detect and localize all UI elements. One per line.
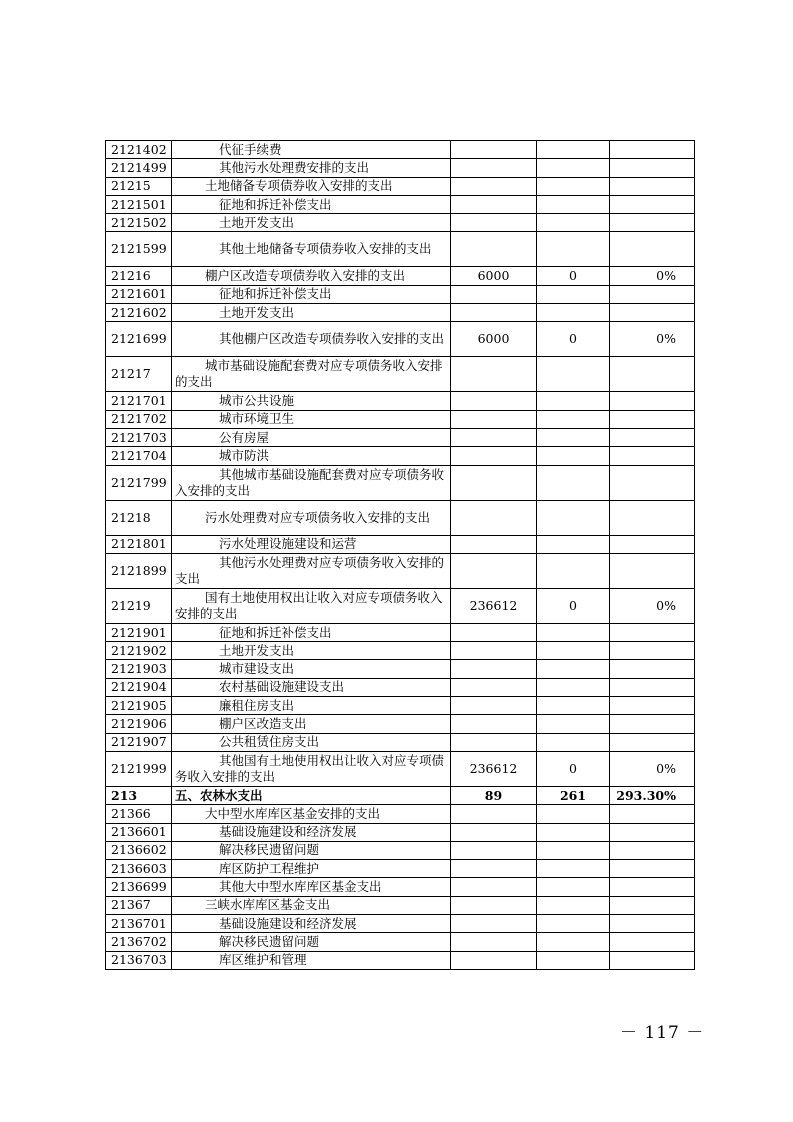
- subject-code-cell: 213: [106, 786, 172, 804]
- value-cell-1: [451, 232, 537, 267]
- value-cell-1: [451, 623, 537, 641]
- value-cell-2: [537, 715, 610, 733]
- value-cell-2: [537, 896, 610, 914]
- value-cell-1: [451, 159, 537, 177]
- subject-name-cell: 城市基础设施配套费对应专项债务收入安排的支出: [172, 357, 451, 392]
- subject-name-cell: 解决移民遗留问题: [172, 841, 451, 859]
- subject-code-cell: 2121901: [106, 623, 172, 641]
- subject-name-cell: 农村基础设施建设支出: [172, 678, 451, 696]
- value-cell-1: [451, 392, 537, 410]
- percent-cell: [610, 915, 695, 933]
- value-cell-1: [451, 177, 537, 195]
- subject-name-cell: 征地和拆迁补偿支出: [172, 285, 451, 303]
- subject-code-cell: 2121602: [106, 304, 172, 322]
- percent-cell: [610, 715, 695, 733]
- value-cell-1: [451, 805, 537, 823]
- percent-cell: 0%: [610, 751, 695, 786]
- value-cell-1: [451, 553, 537, 588]
- value-cell-2: [537, 357, 610, 392]
- value-cell-2: [537, 535, 610, 553]
- subject-code-cell: 2121801: [106, 535, 172, 553]
- value-cell-1: 236612: [451, 588, 537, 623]
- percent-cell: [610, 392, 695, 410]
- subject-code-cell: 2121701: [106, 392, 172, 410]
- value-cell-1: [451, 465, 537, 500]
- value-cell-2: [537, 553, 610, 588]
- subject-code-cell: 2121899: [106, 553, 172, 588]
- subject-name-cell: 公有房屋: [172, 428, 451, 446]
- percent-cell: [610, 805, 695, 823]
- percent-cell: 0%: [610, 322, 695, 357]
- subject-name-cell: 其他污水处理费安排的支出: [172, 159, 451, 177]
- value-cell-1: [451, 195, 537, 213]
- value-cell-2: [537, 214, 610, 232]
- table-row: [106, 304, 695, 322]
- percent-cell: [610, 141, 695, 159]
- table-row: [106, 285, 695, 303]
- percent-cell: [610, 410, 695, 428]
- subject-code-cell: 2121999: [106, 751, 172, 786]
- value-cell-1: 6000: [451, 322, 537, 357]
- value-cell-1: [451, 697, 537, 715]
- table-row: [106, 214, 695, 232]
- value-cell-2: [537, 678, 610, 696]
- subject-name-cell: 解决移民遗留问题: [172, 933, 451, 951]
- subject-name-cell: 其他大中型水库库区基金支出: [172, 878, 451, 896]
- subject-code-cell: 2121903: [106, 660, 172, 678]
- subject-name-cell: 库区防护工程维护: [172, 860, 451, 878]
- subject-code-cell: 2121601: [106, 285, 172, 303]
- table-row: [106, 428, 695, 446]
- value-cell-1: [451, 933, 537, 951]
- table-row: [106, 660, 695, 678]
- value-cell-2: [537, 177, 610, 195]
- percent-cell: 0%: [610, 267, 695, 285]
- table-row: [106, 933, 695, 951]
- value-cell-1: [451, 678, 537, 696]
- value-cell-1: [451, 535, 537, 553]
- value-cell-2: 0: [537, 267, 610, 285]
- subject-name-cell: 廉租住房支出: [172, 697, 451, 715]
- percent-cell: [610, 623, 695, 641]
- table-row: [106, 322, 695, 357]
- table-row: [106, 841, 695, 859]
- subject-code-cell: 2121904: [106, 678, 172, 696]
- percent-cell: [610, 860, 695, 878]
- value-cell-2: [537, 465, 610, 500]
- table-row: [106, 951, 695, 969]
- percent-cell: [610, 697, 695, 715]
- value-cell-2: 261: [537, 786, 610, 804]
- subject-name-cell: 污水处理设施建设和运营: [172, 535, 451, 553]
- value-cell-2: 0: [537, 588, 610, 623]
- value-cell-2: [537, 285, 610, 303]
- value-cell-2: [537, 951, 610, 969]
- percent-cell: [610, 535, 695, 553]
- value-cell-2: [537, 860, 610, 878]
- percent-cell: [610, 823, 695, 841]
- value-cell-1: [451, 715, 537, 733]
- value-cell-2: [537, 195, 610, 213]
- value-cell-2: 0: [537, 751, 610, 786]
- subject-name-cell: 库区维护和管理: [172, 951, 451, 969]
- subject-code-cell: 2121907: [106, 733, 172, 751]
- subject-name-cell: 征地和拆迁补偿支出: [172, 623, 451, 641]
- table-row: [106, 535, 695, 553]
- value-cell-1: 236612: [451, 751, 537, 786]
- subject-code-cell: 2121499: [106, 159, 172, 177]
- value-cell-1: [451, 285, 537, 303]
- table-row: [106, 786, 695, 804]
- subject-name-cell: 大中型水库库区基金安排的支出: [172, 805, 451, 823]
- value-cell-2: [537, 623, 610, 641]
- subject-code-cell: 2121902: [106, 642, 172, 660]
- table-row: [106, 678, 695, 696]
- subject-name-cell: 土地开发支出: [172, 304, 451, 322]
- value-cell-1: 89: [451, 786, 537, 804]
- table-row: [106, 392, 695, 410]
- percent-cell: [610, 177, 695, 195]
- subject-code-cell: 2121704: [106, 447, 172, 465]
- subject-name-cell: 公共租赁住房支出: [172, 733, 451, 751]
- percent-cell: [610, 428, 695, 446]
- value-cell-2: [537, 141, 610, 159]
- table-row: [106, 823, 695, 841]
- value-cell-2: [537, 232, 610, 267]
- subject-code-cell: 2121703: [106, 428, 172, 446]
- table-row: [106, 623, 695, 641]
- subject-code-cell: 21215: [106, 177, 172, 195]
- subject-name-cell: 土地开发支出: [172, 642, 451, 660]
- subject-name-cell: 其他国有土地使用权出让收入对应专项债务收入安排的支出: [172, 751, 451, 786]
- table-row: [106, 805, 695, 823]
- subject-code-cell: 2121502: [106, 214, 172, 232]
- value-cell-2: [537, 841, 610, 859]
- table-row: [106, 915, 695, 933]
- value-cell-2: [537, 933, 610, 951]
- value-cell-1: [451, 841, 537, 859]
- table-row: [106, 465, 695, 500]
- value-cell-1: [451, 878, 537, 896]
- table-body: [106, 141, 695, 970]
- subject-name-cell: 城市环境卫生: [172, 410, 451, 428]
- table-row: [106, 177, 695, 195]
- value-cell-1: [451, 447, 537, 465]
- table-row: [106, 715, 695, 733]
- value-cell-2: [537, 500, 610, 535]
- percent-cell: [610, 660, 695, 678]
- value-cell-1: [451, 141, 537, 159]
- table-row: [106, 500, 695, 535]
- table-row: [106, 232, 695, 267]
- percent-cell: [610, 678, 695, 696]
- subject-code-cell: 21217: [106, 357, 172, 392]
- value-cell-2: [537, 733, 610, 751]
- subject-name-cell: 其他棚户区改造专项债券收入安排的支出: [172, 322, 451, 357]
- subject-name-cell: 基础设施建设和经济发展: [172, 915, 451, 933]
- subject-code-cell: 2136703: [106, 951, 172, 969]
- subject-code-cell: 2121501: [106, 195, 172, 213]
- subject-name-cell: 城市建设支出: [172, 660, 451, 678]
- subject-name-cell: 污水处理费对应专项债务收入安排的支出: [172, 500, 451, 535]
- percent-cell: [610, 841, 695, 859]
- subject-name-cell: 其他城市基础设施配套费对应专项债务收入安排的支出: [172, 465, 451, 500]
- value-cell-2: [537, 304, 610, 322]
- subject-name-cell: 土地开发支出: [172, 214, 451, 232]
- value-cell-1: [451, 304, 537, 322]
- table-row: [106, 195, 695, 213]
- percent-cell: [610, 553, 695, 588]
- value-cell-1: [451, 357, 537, 392]
- percent-cell: [610, 733, 695, 751]
- table-row: [106, 159, 695, 177]
- value-cell-2: [537, 410, 610, 428]
- subject-code-cell: 21367: [106, 896, 172, 914]
- subject-code-cell: 2136602: [106, 841, 172, 859]
- subject-name-cell: 代征手续费: [172, 141, 451, 159]
- value-cell-1: [451, 428, 537, 446]
- subject-name-cell: 国有土地使用权出让收入对应专项债务收入安排的支出: [172, 588, 451, 623]
- subject-name-cell: 城市公共设施: [172, 392, 451, 410]
- subject-code-cell: 2121599: [106, 232, 172, 267]
- percent-cell: 293.30%: [610, 786, 695, 804]
- value-cell-1: [451, 915, 537, 933]
- subject-code-cell: 2121799: [106, 465, 172, 500]
- percent-cell: [610, 642, 695, 660]
- value-cell-1: [451, 214, 537, 232]
- subject-code-cell: 2121702: [106, 410, 172, 428]
- subject-name-cell: 基础设施建设和经济发展: [172, 823, 451, 841]
- subject-code-cell: 2121402: [106, 141, 172, 159]
- value-cell-2: [537, 392, 610, 410]
- value-cell-1: 6000: [451, 267, 537, 285]
- value-cell-2: [537, 447, 610, 465]
- percent-cell: [610, 232, 695, 267]
- value-cell-2: [537, 642, 610, 660]
- percent-cell: [610, 195, 695, 213]
- percent-cell: [610, 214, 695, 232]
- table-row: [106, 697, 695, 715]
- subject-code-cell: 2136699: [106, 878, 172, 896]
- value-cell-2: [537, 915, 610, 933]
- value-cell-2: [537, 159, 610, 177]
- subject-name-cell: 棚户区改造支出: [172, 715, 451, 733]
- table-row: [106, 267, 695, 285]
- subject-code-cell: 21366: [106, 805, 172, 823]
- table-row: [106, 553, 695, 588]
- percent-cell: [610, 896, 695, 914]
- value-cell-1: [451, 642, 537, 660]
- table-row: [106, 357, 695, 392]
- subject-name-cell: 征地和拆迁补偿支出: [172, 195, 451, 213]
- table-row: [106, 896, 695, 914]
- percent-cell: [610, 465, 695, 500]
- subject-name-cell: 五、农林水支出: [172, 786, 451, 804]
- value-cell-1: [451, 951, 537, 969]
- value-cell-1: [451, 500, 537, 535]
- value-cell-2: [537, 697, 610, 715]
- table-row: [106, 410, 695, 428]
- page-number: － 117 －: [620, 1023, 705, 1043]
- table-row: [106, 751, 695, 786]
- subject-code-cell: 21219: [106, 588, 172, 623]
- value-cell-2: [537, 428, 610, 446]
- percent-cell: 0%: [610, 588, 695, 623]
- table-row: [106, 642, 695, 660]
- table-row: [106, 141, 695, 159]
- subject-name-cell: 城市防洪: [172, 447, 451, 465]
- subject-code-cell: 2136603: [106, 860, 172, 878]
- subject-code-cell: 2121905: [106, 697, 172, 715]
- value-cell-1: [451, 823, 537, 841]
- subject-code-cell: 2136601: [106, 823, 172, 841]
- table-row: [106, 860, 695, 878]
- value-cell-2: 0: [537, 322, 610, 357]
- percent-cell: [610, 878, 695, 896]
- percent-cell: [610, 304, 695, 322]
- value-cell-2: [537, 660, 610, 678]
- percent-cell: [610, 951, 695, 969]
- value-cell-1: [451, 410, 537, 428]
- value-cell-1: [451, 660, 537, 678]
- percent-cell: [610, 447, 695, 465]
- subject-code-cell: 2121699: [106, 322, 172, 357]
- budget-table: [105, 140, 695, 970]
- value-cell-1: [451, 733, 537, 751]
- table-row: [106, 447, 695, 465]
- value-cell-2: [537, 805, 610, 823]
- subject-code-cell: 2136701: [106, 915, 172, 933]
- value-cell-2: [537, 823, 610, 841]
- subject-name-cell: 其他污水处理费对应专项债务收入安排的支出: [172, 553, 451, 588]
- percent-cell: [610, 357, 695, 392]
- subject-name-cell: 其他土地储备专项债券收入安排的支出: [172, 232, 451, 267]
- subject-code-cell: 2136702: [106, 933, 172, 951]
- value-cell-1: [451, 896, 537, 914]
- percent-cell: [610, 933, 695, 951]
- percent-cell: [610, 500, 695, 535]
- subject-code-cell: 21218: [106, 500, 172, 535]
- subject-name-cell: 棚户区改造专项债券收入安排的支出: [172, 267, 451, 285]
- table-row: [106, 878, 695, 896]
- value-cell-1: [451, 860, 537, 878]
- percent-cell: [610, 285, 695, 303]
- table-row: [106, 588, 695, 623]
- table-row: [106, 733, 695, 751]
- subject-code-cell: 2121906: [106, 715, 172, 733]
- subject-name-cell: 土地储备专项债券收入安排的支出: [172, 177, 451, 195]
- subject-code-cell: 21216: [106, 267, 172, 285]
- value-cell-2: [537, 878, 610, 896]
- subject-name-cell: 三峡水库库区基金支出: [172, 896, 451, 914]
- percent-cell: [610, 159, 695, 177]
